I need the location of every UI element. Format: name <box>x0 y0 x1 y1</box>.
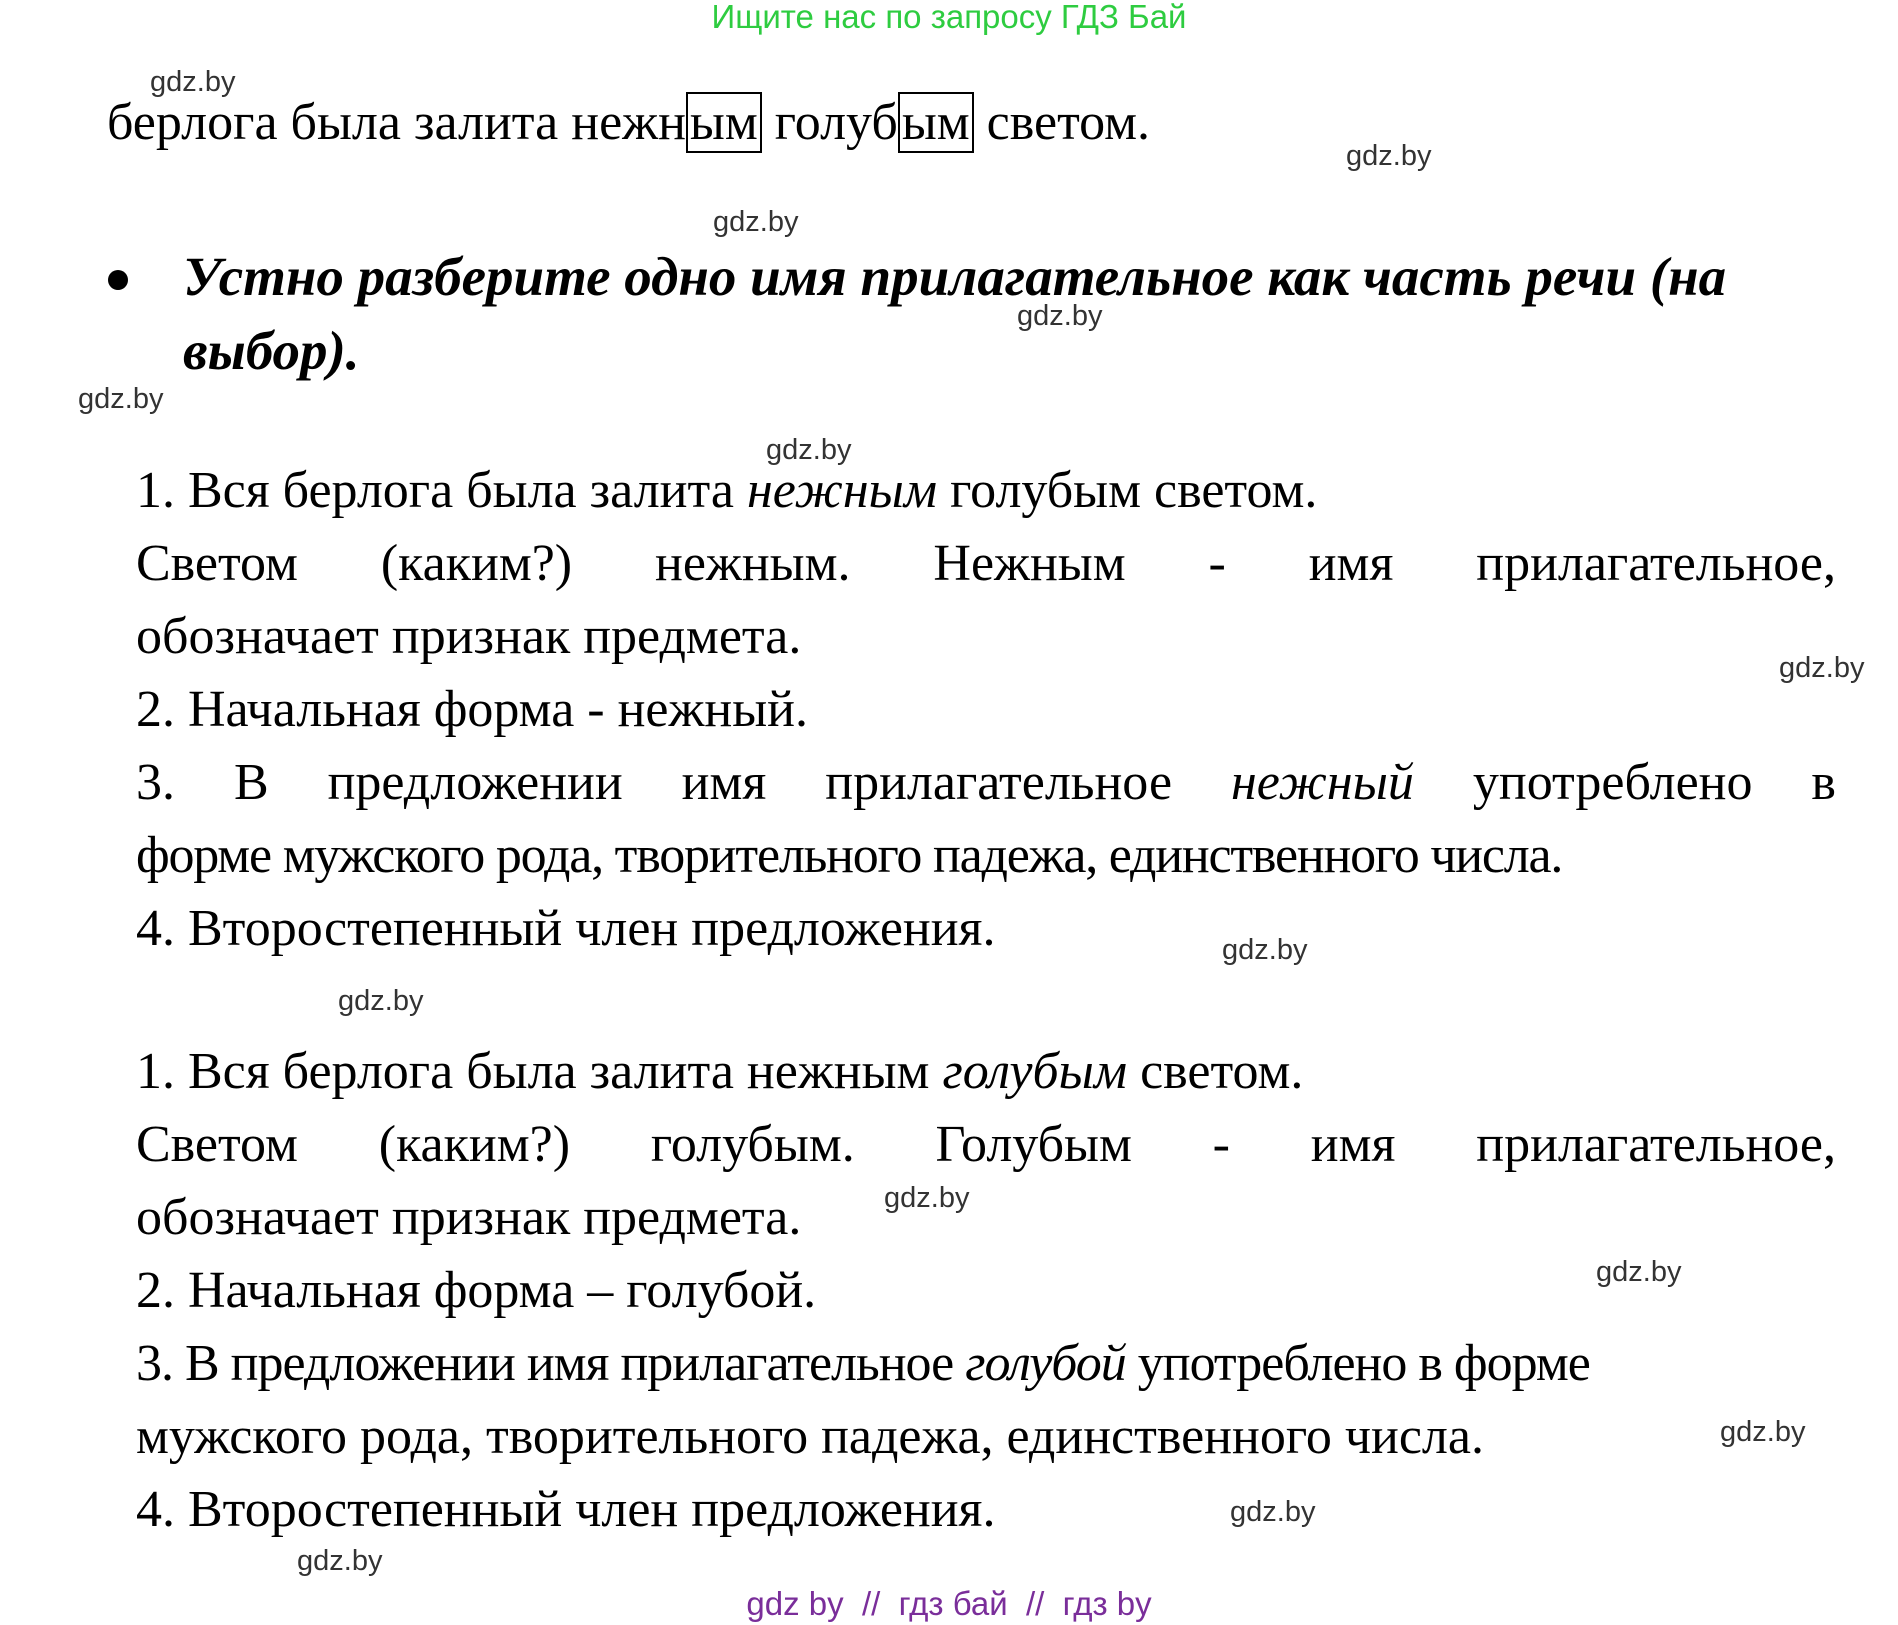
watermark: gdz.by <box>78 383 164 415</box>
highlighted-word: голубой <box>965 1335 1126 1392</box>
text-part: 1. Вся берлога была залита нежным <box>136 1043 943 1100</box>
watermark: gdz.by <box>884 1182 970 1214</box>
highlighted-word: нежный <box>1230 754 1414 811</box>
parse2-line-2: Светом (каким?) голубым. Голубым - имя прилагательное, <box>136 1116 1836 1173</box>
text-part: употреблено в форме <box>1125 1335 1590 1392</box>
watermark: gdz.by <box>1779 652 1865 684</box>
parse2-line-6: мужского рода, творительного падежа, единственного числа. <box>136 1408 1484 1465</box>
parse1-line-3: обозначает признак предмета. <box>136 608 802 665</box>
watermark: gdz.by <box>1346 140 1432 172</box>
parse1-line-4: 2. Начальная форма - нежный. <box>136 681 809 738</box>
watermark: gdz.by <box>297 1545 383 1577</box>
text-part: 3. В предложении имя прилагательное <box>136 754 1231 811</box>
boxed-ending: ым <box>898 92 974 153</box>
watermark: gdz.by <box>150 66 236 98</box>
watermark: gdz.by <box>1596 1256 1682 1288</box>
watermark: gdz.by <box>1222 934 1308 966</box>
parse1-line-6: форме мужского рода, творительного падежа, единственного числа. <box>136 827 1563 884</box>
bottom-banner[interactable]: gdz by // гдз бай // гдз by <box>746 1585 1152 1622</box>
watermark: gdz.by <box>1720 1416 1806 1448</box>
parse2-line-5 <box>136 1328 1590 1400</box>
parse1-line-5 <box>136 747 1836 819</box>
text-part: употреблено в <box>1413 754 1836 811</box>
top-sentence-part: светом. <box>973 94 1151 151</box>
text-part: 1. Вся берлога была залита <box>136 462 747 519</box>
parse1-line-7: 4. Второстепенный член предложения. <box>136 900 996 957</box>
watermark: gdz.by <box>338 985 424 1017</box>
text-part: светом. <box>1127 1043 1304 1100</box>
highlighted-word: голубым <box>942 1043 1128 1100</box>
text-part: голубым светом. <box>937 462 1318 519</box>
boxed-ending: ым <box>686 92 762 153</box>
parse1-line-2: Светом (каким?) нежным. Нежным - имя прилагательное, <box>136 535 1836 592</box>
top-sentence <box>107 87 1150 159</box>
task-line-1: Устно разберите одно имя прилагательное как часть речи (на <box>183 246 1727 307</box>
watermark: gdz.by <box>1230 1496 1316 1528</box>
bullet-icon <box>108 270 128 290</box>
top-sentence-part: берлога была залита нежн <box>107 94 686 151</box>
parse2-line-7: 4. Второстепенный член предложения. <box>136 1481 996 1538</box>
parse1-line-1 <box>136 455 1317 527</box>
top-banner[interactable]: Ищите нас по запросу ГДЗ Бай <box>711 0 1187 35</box>
parse2-line-1 <box>136 1036 1303 1108</box>
watermark: gdz.by <box>713 206 799 238</box>
highlighted-word: нежным <box>746 462 938 519</box>
text-part: 3. В предложении имя прилагательное <box>136 1335 966 1392</box>
top-sentence-part: голуб <box>761 94 898 151</box>
parse2-line-4: 2. Начальная форма – голубой. <box>136 1262 817 1319</box>
parse2-line-3: обозначает признак предмета. <box>136 1189 802 1246</box>
task-line-2: выбор). <box>183 320 360 381</box>
watermark: gdz.by <box>1017 300 1103 332</box>
watermark: gdz.by <box>766 434 852 466</box>
